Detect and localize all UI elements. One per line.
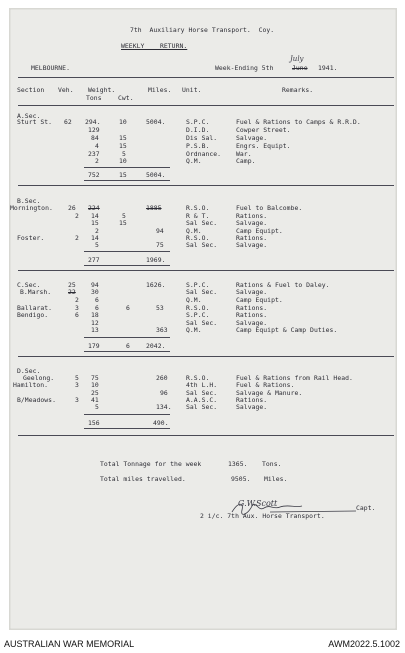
signature-title: 2 i/c. 7th Aux. Horse Transport. [200, 512, 325, 520]
row-unit: Ordnance. [186, 150, 222, 158]
row-tons: 75 [91, 374, 99, 382]
row-unit: R & T. [186, 212, 210, 220]
row-tons: 25 [91, 389, 99, 397]
footer-id: AWM2022.5.1002 [328, 639, 400, 649]
row-cwt: 15 [119, 142, 127, 150]
total-tons-d: 156 [88, 419, 100, 427]
row-unit: S.P.C. [186, 311, 210, 319]
tonnage-unit: Tons. [262, 460, 282, 468]
row-cwt: 10 [119, 157, 127, 165]
row-unit: S.P.C. [186, 281, 210, 289]
col-tons: Tons [86, 94, 102, 102]
return-type: WEEKLY RETURN. [121, 42, 188, 50]
row-remark: Camp Equipt. [236, 227, 283, 235]
row-unit: Sal Sec. [186, 389, 218, 397]
row-remark: Salvage & Manure. [236, 389, 303, 397]
row-unit: P.S.B. [186, 142, 210, 150]
total-miles-a: 5004. [146, 171, 166, 179]
row-veh: 3 [75, 381, 79, 389]
row-tons: 2 [95, 227, 99, 235]
row-remark: Fuel & Rations from Rail Head. [236, 374, 353, 382]
row-place: Sturt St. [17, 118, 53, 126]
row-veh: 2 [75, 234, 79, 242]
week-ending-label: Week-Ending 5th [215, 64, 274, 72]
row-veh: 62 [64, 118, 72, 126]
row-veh: 26 [68, 204, 76, 212]
miles-unit: Miles. [264, 475, 288, 483]
row-place: B.Marsh. [20, 288, 52, 296]
row-veh: 3 [75, 396, 79, 404]
row-tons: 2 [95, 157, 99, 165]
subtotal-rule-b-bottom [84, 265, 170, 266]
row-place: Ballarat. [17, 304, 53, 312]
miles-value: 9505. [231, 475, 251, 483]
tonnage-label: Total Tonnage for the week [100, 460, 202, 468]
row-unit: Q.M. [186, 296, 202, 304]
col-section: Section [17, 86, 45, 94]
row-unit: R.S.O. [186, 234, 210, 242]
row-remark: Rations. [236, 311, 268, 319]
row-unit: Sal Sec. [186, 219, 218, 227]
total-tons-c: 179 [88, 342, 100, 350]
week-year: 1941. [318, 64, 338, 72]
row-tons: 94 [91, 281, 99, 289]
document-title: 7th Auxiliary Horse Transport. Coy. [130, 26, 275, 34]
row-remark: Fuel & Rations to Camps & R.R.D. [236, 118, 361, 126]
row-remark: Fuel & Rations. [236, 381, 295, 389]
section-rule [18, 270, 394, 271]
row-cwt: 5 [122, 150, 126, 158]
col-weight: Weight. [88, 86, 116, 94]
section-head-d: D.Sec. [17, 367, 41, 375]
subtotal-rule-b [84, 251, 170, 252]
row-cwt: 10 [119, 118, 127, 126]
row-miles: 53 [156, 304, 164, 312]
row-tons: 10 [91, 381, 99, 389]
tonnage-value: 1365. [228, 460, 248, 468]
footer-source: AUSTRALIAN WAR MEMORIAL [4, 639, 135, 649]
row-tons: 224 [88, 204, 100, 212]
row-unit: S.P.C. [186, 118, 210, 126]
row-remark: Cowper Street. [236, 126, 291, 134]
row-place: Hamilton. [13, 381, 49, 389]
subtotal-rule-d-bottom [84, 428, 170, 429]
col-cwt: Cwt. [118, 94, 134, 102]
miles-label: Total miles travelled. [100, 475, 186, 483]
row-remark: Salvage. [236, 319, 268, 327]
row-veh: 22 [68, 288, 76, 296]
columns-rule [18, 105, 394, 106]
row-miles: 260 [156, 374, 168, 382]
row-tons: 13 [91, 326, 99, 334]
row-remark: Rations & Fuel to Daley. [236, 281, 330, 289]
row-miles: 75 [156, 241, 164, 249]
row-unit: Sal Sec. [186, 241, 218, 249]
row-remark: Rations. [236, 304, 268, 312]
total-tons-b: 277 [88, 256, 100, 264]
total-miles-b: 1969. [146, 256, 166, 264]
col-unit: Unit. [182, 86, 202, 94]
total-miles-d: 490. [153, 419, 169, 427]
row-miles: 94 [156, 227, 164, 235]
row-miles: 1626. [146, 281, 166, 289]
row-unit: A.A.S.C. [186, 396, 218, 404]
signature-rank: Capt. [356, 504, 376, 512]
row-cwt: 15 [119, 134, 127, 142]
section-head-c: C.Sec. [17, 281, 41, 289]
subtotal-rule-d [84, 414, 170, 415]
section-head-a: A.Sec. [17, 112, 41, 120]
total-tons-a: 752 [88, 171, 100, 179]
row-remark: Rations. [236, 396, 268, 404]
row-cwt: 6 [126, 304, 130, 312]
row-remark: War. [236, 150, 252, 158]
col-veh: Veh. [58, 86, 74, 94]
subtotal-rule-c [84, 337, 170, 338]
row-place: Mornington. [10, 204, 53, 212]
row-miles: 134. [156, 403, 172, 411]
row-place: Geelong. [23, 374, 55, 382]
week-month-handwritten: July [290, 55, 304, 63]
row-remark: Camp. [236, 157, 256, 165]
signature-handwritten: G.W.Scott [238, 499, 278, 508]
row-unit: R.S.O. [186, 374, 210, 382]
row-veh: 3 [75, 304, 79, 312]
subtotal-rule-a [84, 167, 170, 168]
row-remark: Salvage. [236, 403, 268, 411]
row-unit: Q.M. [186, 227, 202, 235]
row-unit: Sal Sec. [186, 319, 218, 327]
row-tons: 6 [95, 296, 99, 304]
row-cwt: 5 [122, 212, 126, 220]
row-unit: Dis Sal. [186, 134, 218, 142]
row-remark: Fuel to Balcombe. [236, 204, 303, 212]
row-cwt: 15 [119, 219, 127, 227]
row-tons: 5 [95, 241, 99, 249]
row-tons: 5 [95, 403, 99, 411]
header-rule [18, 77, 394, 78]
row-miles: 5004. [146, 118, 166, 126]
row-tons: 14 [91, 212, 99, 220]
total-cwt-a: 15 [119, 171, 127, 179]
row-tons: 6 [95, 304, 99, 312]
row-veh: 6 [75, 311, 79, 319]
row-unit: R.S.O. [186, 204, 210, 212]
total-cwt-c: 6 [126, 342, 130, 350]
row-veh: 5 [75, 374, 79, 382]
total-miles-c: 2042. [146, 342, 166, 350]
row-remark: Salvage. [236, 134, 268, 142]
row-tons: 84 [91, 134, 99, 142]
row-veh: 2 [75, 212, 79, 220]
row-remark: Rations. [236, 234, 268, 242]
row-tons: 30 [91, 288, 99, 296]
row-tons: 12 [91, 319, 99, 327]
row-place: Bendigo. [17, 311, 49, 319]
row-unit: 4th L.H. [186, 381, 218, 389]
row-unit: Q.M. [186, 157, 202, 165]
row-tons: 237 [88, 150, 100, 158]
row-remark: Camp Equipt & Camp Duties. [236, 326, 338, 334]
row-tons: 4 [95, 142, 99, 150]
row-veh: 2 [75, 296, 79, 304]
row-tons: 18 [91, 311, 99, 319]
location: MELBOURNE. [31, 64, 70, 72]
row-miles: 1885 [146, 204, 162, 212]
row-tons: 14 [91, 234, 99, 242]
col-remarks: Remarks. [282, 86, 314, 94]
row-remark: Salvage. [236, 288, 268, 296]
row-remark: Camp Equipt. [236, 296, 283, 304]
row-veh: 25 [68, 281, 76, 289]
row-tons: 294. [85, 118, 101, 126]
row-miles: 96 [160, 389, 168, 397]
row-unit: D.I.D. [186, 126, 210, 134]
row-remark: Rations. [236, 212, 268, 220]
row-tons: 15 [91, 219, 99, 227]
section-head-b: B.Sec. [17, 197, 41, 205]
col-miles: Miles. [148, 86, 172, 94]
row-remark: Salvage. [236, 219, 268, 227]
subtotal-rule-a-bottom [84, 180, 170, 181]
row-remark: Engrs. Equipt. [236, 142, 291, 150]
row-miles: 363 [156, 326, 168, 334]
subtotal-rule-c-bottom [84, 351, 170, 352]
row-remark: Salvage. [236, 241, 268, 249]
section-rule [18, 356, 394, 357]
section-rule [18, 435, 394, 436]
row-place: Foster. [17, 234, 45, 242]
row-unit: Sal Sec. [186, 288, 218, 296]
row-tons: 41 [91, 396, 99, 404]
section-rule [18, 185, 394, 186]
row-tons: 129 [88, 126, 100, 134]
row-place: B/Meadows. [17, 396, 56, 404]
row-unit: R.S.O. [186, 304, 210, 312]
row-unit: Q.M. [186, 326, 202, 334]
row-unit: Sal Sec. [186, 403, 218, 411]
week-month-typed: June [292, 64, 308, 72]
